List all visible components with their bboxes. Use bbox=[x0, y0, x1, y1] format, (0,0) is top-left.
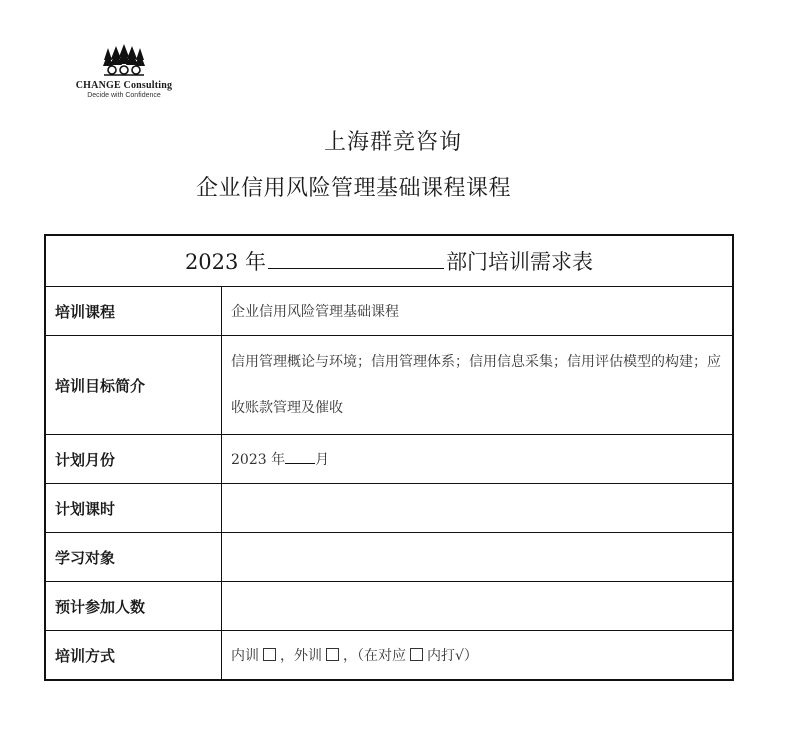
row-month bbox=[45, 435, 733, 484]
goal-label: 培训目标简介 bbox=[45, 336, 222, 435]
outer-checkbox[interactable] bbox=[326, 648, 339, 661]
logo-tagline: Decide with Confidence bbox=[87, 92, 161, 99]
month-label: 计划月份 bbox=[45, 435, 222, 484]
row-audience bbox=[45, 533, 733, 582]
method-label: 培训方式 bbox=[45, 631, 222, 681]
company-title: 上海群竞咨询 bbox=[323, 130, 462, 155]
form-header-year: 2023 年 bbox=[184, 250, 267, 274]
row-hours bbox=[45, 484, 733, 533]
training-needs-form bbox=[44, 234, 734, 681]
course-label: 培训课程 bbox=[45, 287, 222, 336]
form-header-suffix: 部门培训需求表 bbox=[446, 250, 594, 274]
headcount-label: 预计参加人数 bbox=[45, 582, 222, 631]
method-tail-start: ，（在对应 bbox=[343, 648, 406, 664]
course-title: 企业信用风险管理基础课程课程 bbox=[196, 176, 512, 201]
trees-logo-icon bbox=[102, 44, 146, 76]
logo-name: CHANGE Consulting bbox=[75, 80, 173, 91]
hours-value[interactable] bbox=[222, 484, 734, 533]
audience-label: 学习对象 bbox=[45, 533, 222, 582]
method-outer-label: ，外训 bbox=[280, 648, 322, 664]
company-logo bbox=[66, 44, 182, 99]
form-header bbox=[45, 235, 733, 287]
method-inner-label: 内训 bbox=[231, 648, 259, 664]
method-value bbox=[222, 631, 734, 681]
goal-value[interactable]: 信用管理概论与环境；信用管理体系；信用信息采集；信用评估模型的构建；应收账款管理及催收 bbox=[222, 336, 734, 435]
headcount-value[interactable] bbox=[222, 582, 734, 631]
month-blank[interactable] bbox=[285, 449, 315, 464]
month-year: 2023 年 bbox=[231, 452, 286, 468]
row-course bbox=[45, 287, 733, 336]
row-goal bbox=[45, 336, 733, 435]
audience-value[interactable] bbox=[222, 533, 734, 582]
row-headcount bbox=[45, 582, 733, 631]
method-tail-end: 内打√） bbox=[427, 648, 478, 664]
inner-checkbox[interactable] bbox=[263, 648, 276, 661]
row-method bbox=[45, 631, 733, 681]
course-value[interactable]: 企业信用风险管理基础课程 bbox=[222, 287, 734, 336]
month-value[interactable] bbox=[222, 435, 734, 484]
department-blank[interactable] bbox=[268, 246, 444, 269]
month-unit: 月 bbox=[315, 452, 330, 468]
hours-label: 计划课时 bbox=[45, 484, 222, 533]
example-checkbox-icon bbox=[410, 648, 423, 661]
